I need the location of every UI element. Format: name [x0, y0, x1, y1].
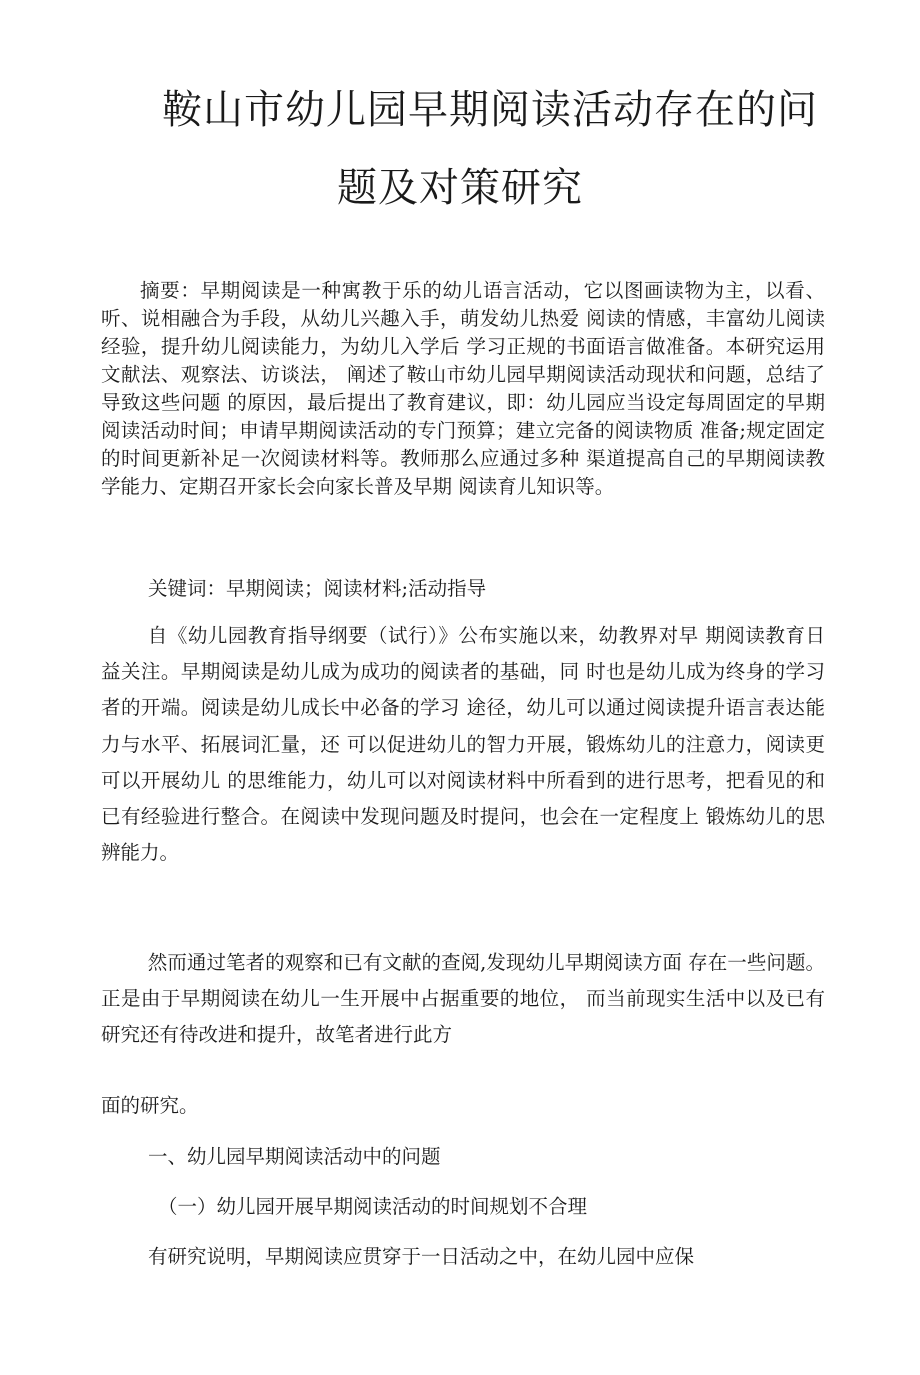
keywords-label: 关键词：	[148, 577, 227, 600]
body-paragraph-1: 自《幼儿园教育指导纲要（试行）》公布实施以来，幼教界对早 期阅读教育日益关注。早期阅读是幼儿成为成功的阅读者的基础，同 时也是幼儿成为终身的学习者的开端。阅读是幼儿成长中必备的学习 途径，幼儿可以通过阅读提升语言表达能力与水平、拓展词汇量，还 可以促进幼儿的智力开展，锻炼幼儿的注意力，阅读更可以开展幼儿 的思维能力，幼儿可以对阅读材料中所看到的进行思考，把看见的和 已有经验进行整合。在阅读中发现问题及时提问，也会在一定程度上 锻炼幼儿的思辨能力。	[101, 624, 825, 865]
paper-title-line-1: 鞍山市幼儿园早期阅读活动存在的问	[162, 87, 818, 133]
section-heading-1: 一、幼儿园早期阅读活动中的问题	[148, 1145, 441, 1168]
paper-title-line-2: 题及对策研究	[337, 165, 583, 211]
abstract-text: 早期阅读是一种寓教于乐的幼儿语言活动，它以图画读物为主，以看、听、说相融合为手段，从幼儿兴趣入手，萌发幼儿热爱 阅读的情感，丰富幼儿阅读经验，提升幼儿阅读能力，为幼儿入学后 学习正规的书面语言做准备。本研究运用文献法、观察法、访谈法， 阐述了鞍山市幼儿园早期阅读活动现状和问题，总结了导致这些问题 的原因，最后提出了教育建议，即：幼儿园应当设定每周固定的早期 阅读活动时间；申请早期阅读活动的专门预算；建立完备的阅读物质 准备;规定固定的时间更新补足一次阅读材料等。教师那么应通过多种 渠道提高自己的早期阅读教学能力、定期召开家长会向家长普及早期 阅读育儿知识等。	[101, 279, 825, 498]
keywords-text: 早期阅读；阅读材料;活动指导	[226, 577, 487, 600]
body-paragraph-3: 有研究说明，早期阅读应贯穿于一日活动之中，在幼儿园中应保	[148, 1245, 695, 1268]
subsection-heading-1: （一）幼儿园开展早期阅读活动的时间规划不合理	[158, 1195, 588, 1218]
body-paragraph-2-tail: 面的研究。	[101, 1094, 199, 1117]
body-paragraph-2: 然而通过笔者的观察和已有文献的查阅,发现幼儿早期阅读方面 存在一些问题。正是由于早期阅读在幼儿一生开展中占据重要的地位， 而当前现实生活中以及已有研究还有待改进和提升，故笔者进行此方	[101, 951, 825, 1047]
keywords-line	[148, 575, 828, 603]
abstract-label: 摘要：	[140, 279, 201, 302]
abstract-paragraph	[101, 277, 825, 501]
